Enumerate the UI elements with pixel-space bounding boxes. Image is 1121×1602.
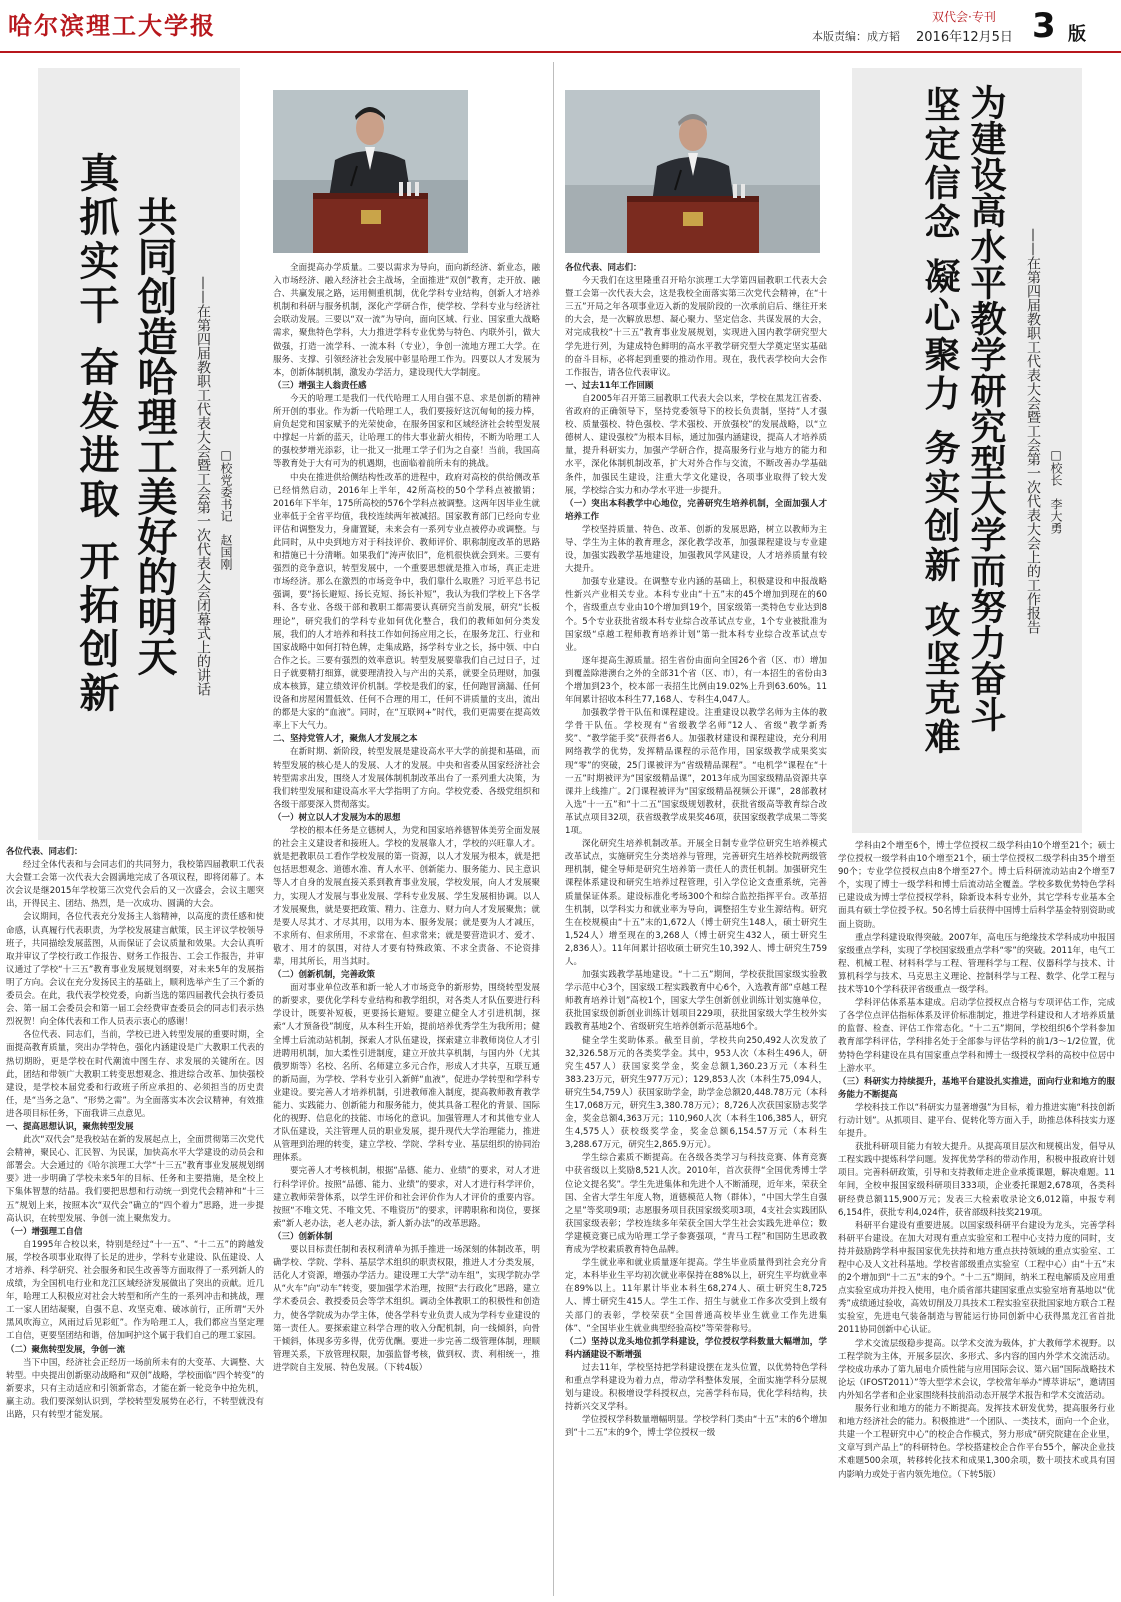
left-article-paragraph: 各位代表、同志们，当前，学校已进入转型发展的重要时期，全面提高教育质量，突出办学特色，强化内涵建设是广大教职工代表的热切期盼，更是学校在时代潮流中图生存、求发展的关键所在。因此，团结和带领广大教职工转变思想观念、推进综合改革、加快强校建设，是学校本届党委和行政班子所应承担的、必须担当的历史责任，是“当务之急”、“形势之需”。为全面落实本次会议精神，有效推进各项目标任务，下面我讲三点意见。 [6,1030,264,1119]
left-article-heading: （三）增强主人翁责任感 [273,380,367,391]
left-article-paragraph: 此次“双代会”是我校站在新的发展起点上，全面贯彻第三次党代会精神，聚民心、汇民智、为民谋，加快高水平大学建设的动员会和部署会。大会通过的《哈尔滨理工大学“十三五”教育事业发展规划纲要》进一步明确了学校未来5年的目标、任务和主要措施，是全校上下集体智慧的结晶。我们要把思想和行动统一到党代会精神和“十三五”规划上来，按照本次“双代会”确立的“四个着力”思路，进一步提高认识，在转型发展、争创一流上聚焦发力。 [6,1135,264,1224]
left-article-paragraph: 自1995年合校以来，特别是经过“十一五”、“十二五”的跨越发展，学校各项事业取得了长足的进步，学科专业建设、队伍建设、人才培养、科学研究、社会服务和民生改善等方面取得了一系列新人的成绩，为全国机电行业和龙江区域经济发展做出了突出的贡献。近几年，哈理工人积极应对社会大转型和所产生的一系列冲击和挑战，理工一家人团结凝聚，自强不息、攻坚克难、破冰前行，正所谓“天外黑风吹海立，风雨过后见彩虹”。作为哈理工人，我们都应当坚定理工自信，更要坚团结和谐，倍加呵护这个属于我们自己的理工家园。 [6,1239,264,1342]
right-headline-panel [852,68,1082,833]
speaker-photo-left-image [273,90,468,253]
right-article-paragraph: 学生综合素质不断提高。在各级各类学习与科技竞赛、体育竞赛中获省级以上奖励8,521人次。2010年，首次获得“全国优秀博士学位论文提名奖”。学生先进集体和先进个人不断涌现，近年来，荣获全国、全省大学生年度人物，道德模范人物（群体），“中国大学生自强之星”等奖项9项；志愿服务项目获国家级奖项3项，4支社会实践团队获国家级表彰；学校连续多年荣获全国大学生社会实践先进单位；数学建模竞赛已成为哈理工学子参赛强项，“青马工程”和国防生思政教育成为学校素质教育特色品牌。 [565,1153,827,1256]
left-article-paragraph: 要以目标责任制和表权利清单为抓手推进一场深刻的体制改革，明确学校、学院、学科、基层学术组织的职责权限，推进人才分类发展，活化人才资源，增强办学活力。建设理工大学“动车组”，实现学院办学从“火车”向“动车”转变，要加强学术治理，按照“去行政化”思路，建立学术委员会、教授委员会等学术组织。调动全体教职工的积极性和创造力，使各学院成为办学主体，使各学科专业负责人成为学科专业建设的第一责任人。要探索建立科学合理的收入分配机制，向一线倾斜，向骨干倾斜，体现多劳多得，优劳优酬。要进一步完善二级管理体制，理顺管理关系，下放管理权限，加强监督考核，做到权、责、利相统一，推进学院自主发展、特色发展。（下转4版） [273,1245,540,1373]
right-article-heading: （三）科研实力持续提升，基地平台建设扎实推进，面向行业和地方的服务能力不断提高 [838,1076,1115,1100]
right-article-paragraph: 重点学科建设取得突破。2007年，高电压与绝缘技术学科成功申报国家级重点学科，实现了学校国家级重点学科“零”的突破。2011年，电气工程、机械工程、材料科学与工程、管理科学与工程、仪器科学与技术、计算机科学与技术、马克思主义理论、控制科学与工程、数学、化学工程与技术等10个学科获评省级重点一级学科。 [838,932,1115,996]
column-rule [553,62,554,1596]
left-article-paragraph: 当下中国，经济社会正经历一场前所未有的大变革、大调整、大转型。中央提出创新驱动战略和“双创”战略，学校面临“四个转变”的新要求，只有主动适应和引领新常态，才能在新一轮竞争中抢先机，赢主动。我们要深刻认识到，学校转型发展势在必行，不转型就没有出路，只有转型才能发展。 [6,1357,264,1421]
left-article-heading: 一、提高思想认识，聚焦转型发展 [6,1121,134,1132]
page-number: 3 [1032,6,1056,46]
edition-label: 双代会·专刊 [932,10,996,24]
speaker-photo-right [565,90,820,253]
left-article-paragraph: 面对事业单位改革和新一轮人才市场竞争的新形势，围绕转型发展的新要求，要优化学科专业结构和教学组织，对各类人才队伍要进行科学设计，既要补短板，更要扬长避短。要建立健全人才引进机制，探索“人才预备役”制度，从本科生开始，提前培养优秀学生为我所用；健全博士后流动站机制，探索人才队伍建设，探索建立非教师岗位人才引进聘用机制，加大柔性引进制度，建立开放共享机制，与国内外（尤其俄罗斯等）名校、名所、名师建立多元合作，形成人才共享，互联互通的新局面，为学校、学科专业引入新鲜“血液”，促进办学转型和学科专业建设。要完善人才培养机制，引进教师准入制度，提高教师教育教学能力、实践能力、创新能力和服务能力，使其具备工程化的背景、国际化的视野、信息化的技能、市场化的意识。加强管理人才和其他专业人才队伍建设，关注管理人员的职业发展，提升现代大学治理能力，推进从管理到治理的转变，建立学校、学院、学科专业、基层组织的协同治理体系。 [273,983,540,1164]
right-article-paragraph: 加强专业建设。在调整专业内涵的基础上，积极建设和申报战略性新兴产业相关专业。本科专业由“十五”末的45个增加到现在的60个，省级重点专业由10个增加到19个，国家级第一类特色专业达到8个。5个专业获批省级本科专业综合改革试点专业，1个专业被批准为国家级“卓越工程师教育培养计划”第一批本科专业综合改革试点专业。 [565,577,827,653]
left-article-heading: （二）聚焦转型发展，争创一流 [6,1344,126,1355]
page-editor: 本版责编：成方韬 [812,30,900,43]
speaker-photo-left [273,90,468,253]
masthead-rule [0,51,1121,53]
right-article-paragraph: 学校科技工作以“科研实力显著增强”为目标，着力推进实施“科技创新行动计划”。从抓项目、建平台、促转化等方面入手，助推总体科技实力逐年提升。 [838,1102,1115,1140]
right-article-paragraph: 学科由2个增至6个，博士学位授权二级学科由10个增至21个；硕士学位授权一级学科由10个增至21个，硕士学位授权二级学科由35个增至90个；专业学位授权点由8个增至27个。博士后科研流动站由2个增至7个，实现了博士一级学科和博士后流动站全覆盖。学校多数优势特色学科已建设成为博士学位授权学科，除新设本科专业外，其它学科专业基本全面具有硕士学位授予权。50名博士后获得中国博士后科学基金特别资助或面上资助。 [838,841,1115,930]
right-article-paragraph: 自2005年召开第三届教职工代表大会以来，学校在黑龙江省委、省政府的正确领导下，坚持党委领导下的校长负责制，坚持“人才强校、质量强校、特色强校、学术强校、开放强校”的发展战略，以“立德树人、建设强校”为根本目标，通过加强内涵建设，提高人才培养质量，提升科研实力，加强产学研合作，提高服务行业与地方的能力和水平，深化体制机制改革，扩大对外合作与交流，不断改善办学基础条件，加强民生建设，注重大学文化建设，各项事业取得了较大发展，学校综合实力和办学水平进一步提升。 [565,393,827,496]
right-article-paragraph: 学术交流层级稳步提高。以学术交流为载体，扩大教师学术视野。以工程学院为主体，开展多层次、多形式、多内容的国内外学术交流活动。学校成功承办了第九届电介质性能与应用国际会议、第六届“国际战略技术论坛（IFOST2011）”等大型学术会议，学校常年举办“博萃讲坛”，邀请国内外知名学者和企业家围绕科技前沿动态开展学术报告和学术交流活动。 [838,1338,1115,1401]
left-article-paragraph: 今天的哈理工是我们一代代哈理工人用自强不息、求是创新的精神所开创的事业。作为新一代哈理工人，我们要接好这沉甸甸的接力棒，肩负起党和国家赋予的光荣使命，在服务国家和区域经济社会转型发展中撑起一片新的蓝天，让哈理工的伟大事业薪火相传，不断为哈理工人的强校梦增光添彩，让一批又一批理工学子们为之自豪！当前，我国高等教育处于大有可为的机遇期，也面临着前所未有的挑战。 [273,393,540,470]
left-subtitle: ——在第四届教职工代表大会暨工会第一次代表大会闭幕式上的讲话 [195,276,211,696]
left-article-heading: 各位代表、同志们： [6,847,83,857]
masthead [0,0,1121,52]
left-headline-line1: 真抓实干 奋发进取 开拓创新 [73,152,120,716]
right-subtitle: ——在第四届教职工代表大会暨工会第一次代表大会上的工作报告 [1025,228,1041,634]
left-author: □校党委书记 赵国刚 [219,448,233,570]
right-article-column-1 [565,262,827,1596]
left-article-column-1 [6,846,264,1596]
right-article-paragraph: 加强实践教学基地建设。“十二五”期间，学校获批国家级实验教学示范中心3个，国家级工程实践教育中心6个，入选教育部“卓越工程师教育培养计划”高校1个，国家大学生创新创业训练计划实施单位，获批国家级创新创业训练计划项目229项，获批国家级大学生校外实践教育基地2个、省级研究生培养创新示范基地6个。 [565,970,827,1033]
right-article-paragraph: 学科评估体系基本建成。启动学位授权点合格与专项评估工作，完成了各学位点评估指标体系及评价标准制定，推进学科建设和人才培养质量的监督、检查、评估工作常态化。“十二五”期间，学校组织6个学科参加教育部学科评估，学科排名处于全部参与评估学科的前1/3～1/2位置，优势特色学科建设在具有国家重点学科和博士一级授权学科的高校中位居中上游水平。 [838,998,1115,1074]
right-article-heading: （一）突出本科教学中心地位，完善研究生培养机制，全面加强人才培养工作 [565,498,827,522]
right-headline-line1: 坚定信念 凝心聚力 务实创新 攻坚克难 [919,86,961,757]
right-headline-line2: 为建设高水平教学研究型大学而努力奋斗 [965,84,1007,732]
left-article-heading: 二、坚持党管人才，聚焦人才发展之本 [273,734,418,745]
right-article-paragraph: 今天我们在这里隆重召开哈尔滨理工大学第四届教职工代表大会暨工会第一次代表大会，这是我校全面落实第三次党代会精神，在“十三五”开局之年各项事业迈入新的发展阶段的一次承前启后、继往开来的大会，是一次解放思想、凝心聚力、坚定信念、共谋发展的大会，对完成我校“十三五”教育事业发展规划，实现进入国内教学研究型大学先进行列，为建成特色鲜明的高水平教学研究型大学奠定坚实基础的奋斗目标，必将起到重要的推动作用。现在，我代表学校向大会作工作报告，请各位代表审议。 [565,276,827,378]
right-article-paragraph: 加强教学骨干队伍和课程建设。注重建设以教学名师为主体的教学骨干队伍。学校现有“省级教学名师”12人、省级“教学新秀奖”、“教学能手奖”获得者6人。加强教材建设和课程建设，充分利用网络教学的优势，发挥精品课程的示范作用，国家级教学成果奖实现“零”的突破，25门课被评为“省级精品课程”。“电机学”课程在“十一五”时期被评为“国家级精品课”，2013年成为国家级精品资源共享课并上线推广。2门课程被评为“国家级精品视频公开课”，28部教材入选“十一五”和“十二五”国家级规划教材，获批省级高等教育综合改革试点项目32项，获省级教学成果奖46项，获国家级教学成果二等奖1项。 [565,708,827,837]
newspaper-logo: 哈尔滨理工大学报 [8,11,216,40]
right-article-paragraph: 深化研究生培养机制改革。开展全日制专业学位研究生培养模式改革试点，实施研究生分类培养与管理，完善研究生培养校院两级管理机制，健全导师是研究生培养第一责任人的责任机制。加强研究生课程体系建设和研究生培养过程管理，引入学位论文查重系统，完善质量保证体系。建设标准化考场300个和综合监控指挥平台。改革招生机制，以学科实力和就业率为导向，调整招生专业生源结构。研究生在校规模由“十五”末的1,672人（博士研究生148人，硕士研究生1,524人）增至现在的3,268人（博士研究生432人，硕士研究生2,836人）。11年间累计招收硕士研究生10,392人、博士研究生759人。 [565,839,827,967]
right-article-heading: （二）坚持以龙头地位抓学科建设，学位授权学科数量大幅增加，学科内涵建设不断增强 [565,1336,827,1360]
right-article-paragraph: 过去11年，学校坚持把学科建设摆在龙头位置，以优势特色学科和重点学科建设为着力点，带动学科整体发展，全面实施学科分层规划与建设。积极增设学科授权点，完善学科布局，优化学科结构，扶持新兴交叉学科。 [565,1362,827,1413]
left-article-paragraph: 在新时期、新阶段，转型发展是建设高水平大学的前提和基础，而转型发展的核心是人的发展、人才的发展。中央和省委从国家经济社会转型需求出发，围绕人才发展体制机制改革出台了一系列重大决策，为我们转型发展和建设高水平大学指明了方向。学校党委、各级党组织和各级干部要深入贯彻落实。 [273,747,540,810]
page-unit: 版 [1068,24,1086,45]
right-article-paragraph: 科研平台建设有重要进展。以国家级科研平台建设为龙头，完善学科科研平台建设。在加大对现有重点实验室和工程中心支持力度的同时，支持并鼓励跨学科申报国家优先扶持和地方重点扶持领域的重点实验室、工程中心及人文社科基地。学校省部级重点实验室（工程中心）由“十五”末的2个增加到“十二五”末的9个。“十二五”期间，纳米工程电解质及应用重点实验室成功并投入使用，电介质省部共建国家重点实验室培育基地以“优秀”成绩通过验收，高效切削及刀具技术工程实验室获批国家地方联合工程实验室，先进电气装备制造与智能运行协同创新中心获得黑龙江省首批2011协同创新中心认证。 [838,1220,1115,1336]
left-article-heading: （三）创新体制 [273,1231,333,1242]
right-article-paragraph: 学生就业率和就业质量逐年提高。学生毕业质量得到社会充分肯定，本科毕业生平均初次就业率保持在88%以上，研究生平均就业率在89%以上。11年累计毕业本科生68,274人、硕士研究生8,725人、博士研究生415人。学生工作、招生与就业工作多次受到上级有关部门的表彰，学校荣获“全国普通高校毕业生就业工作先进集体”、“全国毕业生就业典型经验高校”等荣誉称号。 [565,1258,827,1334]
left-article-paragraph: 会议期间，各位代表充分发扬主人翁精神，以高度的责任感和使命感，认真履行代表职责，为学校发展建言献策，民主评议学校领导班子，共同描绘发展蓝图，从而保证了会议质量和效果。大会认真听取并审议了学校行政工作报告、财务工作报告、工会工作报告，并审议通过了学校“十三五”教育事业发展规划纲要，对未来5年的发展指明了方向。会议在充分发扬民主的基础上，顺利选举产生了三个新的委员会。在此，我代表学校党委，向新当选的第四届教代会执行委员会、第一届工会委员会和第一届工会经费审查委员会的同志们表示热烈祝贺！向全体代表和工作人员表示衷心的感谢！ [6,912,264,1028]
right-article-paragraph: 学校坚持质量、特色、改革、创新的发展思路，树立以教师为主导、学生为主体的教育理念，深化教学改革，加强课程建设与专业建设，加强实践教学基地建设，加强教风学风建设，人才培养质量有较大提升。 [565,524,827,575]
left-article-heading: （一）增强理工自信 [6,1226,83,1237]
left-article-paragraph: 要完善人才考核机制，根据“品德、能力、业绩”的要求，对人才进行科学评价。按照“品德、能力、业绩”的要求，对人才进行科学评价，建立教师荣誉体系，以学生评价和社会评价作为人才评价的重要内容。按照“不唯文凭、不唯文凭、不唯资历”的要求，评聘职称和岗位，要探索“新人老办法，老人老办法，新人新办法”的改革思路。 [273,1166,540,1229]
left-article-paragraph: 学校的根本任务是立德树人，为党和国家培养德智体美劳全面发展的社会主义建设者和接班人。学校的发展靠人才，学校的兴旺靠人才。就是把教职员工看作学校发展的第一资源，以人才发展为根本，就是把包括思想观念、道德水准、育人水平、创新能力、服务能力、民主意识等人才自身的发展直接关系到教育事业发展，学校发展，向人才发展聚力，实现人才发展与事业发展、学科专业发展、学生发展相协调。以人才发展聚焦，就是要把政策、精力、注意力、财力向人才发展聚焦；就是要人尽其才、才尽其用，以用为本、服务发展；就是要为人才减压，不求所有、但求所用，不求常在、但求常来；就是要营造识才、爱才、敬才、用才的氛围，对待人才要有特殊政策、不求全责备、不论资排辈，用其所长，用当其时。 [273,826,540,967]
speaker-photo-right-image [565,90,820,253]
left-article-paragraph: 中央在推进供给侧结构性改革的进程中，政府对高校的供给侧改革已经悄然启动，2016年上半年，42所高校的50个学科点被撤销；2016年下半年，175所高校的576个学科点被调整。这两年因毕业生就业率低于全省平均值，我校连续两年被减招。国家教育部门已经向专业评估和调整发力，身庸置疑，未来会有一系列专业点被停办或调整。与此同时，从中央到地方对于科技评价、教师评价、职称制度改革的思路和措施已十分清晰。如果我们“涛声依旧”，危机很快就会到来。三要有强烈的竞争意识，转型发展中，一个重要思想就是推入市场，真正走进市场经济。那么在激烈的市场竞争中，我们靠什么取胜？习近平总书记强调，要“扬长避短、扬长克短、扬长补短”，我认为我们学校上下各学科、各专业、各级干部和教职工都需要认真研究当前发展，研究“长板理论”，研究我们的学科专业如何优化整合，我们的教师如何分类发展，我们的人才培养和科技工作如何扬应用之长，在服务龙江、行业和国家战略中如何打特色牌，走集成路，扬学科专业之长，扬中领、中白合作之长。三要有强烈的效率意识。转型发展要靠我们自己过日子，过日子就要精打细算，就要理清投入与产出的关系，就要全员理财，加强成本核算，建立绩效评价机制。学校是我们的家，任何跑冒滴漏、任何设备和房屋闲置低效、任何不合理的用工，任何不讲质量的支出，流出的都是大家的“血液”。同时，在“互联网+”时代，我们更需要在提高效率上下大气力。 [273,472,540,732]
left-headline-panel [38,68,240,840]
right-author: □校长 李大勇 [1049,448,1063,534]
right-article-paragraph: 服务行业和地方的能力不断提高。发挥技术研发优势，提高服务行业和地方经济社会的能力。积极推进“一个团队、一类技术，面向一个企业，共建一个工程研究中心”的校企合作模式，努力形成“研究院建在企业里，文章写到产品上”的科研特色。学校搭建校企合作平台55个，解决企业技术难题500余项，转移转化技术和成果1,300余项，数十项技术或具有国内影响力或处于省内领先地位。（下转5版） [838,1404,1115,1480]
left-article-paragraph: 全面提高办学质量。二要以需求为导向，面向新经济、新业态，融入市场经济、融入经济社会主战场，全面推进“双创”教育，走开放、融合、共赢发展之路，运用侧重机制，优化学科专业结构，创新人才培养机制和科研与服务机制，深化产学研合作，使学校、学科专业与经济社会联动发展。三要以“双一流”为导向，面向区域、行业、国家重大战略需求，聚焦特色学科，大力推进学科专业优势与特色、内联外引，做大做强，打造一流学科、一流本科（专业），争创一流地方理工大学。在服务、支撑、引领经济社会发展中彰显哈理工作为。四要以人才发展为本，创新体制机制，激发办学活力，建设现代大学制度。 [273,263,540,378]
issue-date: 2016年12月5日 [916,30,1013,45]
right-article-heading: 一、过去11年工作回顾 [565,380,654,391]
left-headline-line2: 共同创造哈理工美好的明天 [131,196,178,676]
right-article-paragraph: 学位授权学科数量增幅明显。学校学科门类由“十五”末的6个增加到“十二五”末的9个，博士学位授权一级 [565,1415,827,1439]
left-article-column-2 [273,262,540,1596]
left-article-heading: （二）创新机制，完善政策 [273,970,376,981]
left-article-paragraph: 经过全体代表和与会同志们的共同努力，我校第四届教职工代表大会暨工会第一次代表大会圆满地完成了各项议程，即将闭幕了。本次会议是继2015年学校第三次党代会后的又一次盛会，会议主题突出，开得民主、团结、热烈，是一次成功、圆满的大会。 [6,860,264,910]
left-article-heading: （一）树立以人才发展为本的思想 [273,812,401,823]
right-article-paragraph: 逐年提高生源质量。招生省份由面向全国26个省（区、市）增加到覆盖除港澳台之外的全部31个省（区、市），有一本招生的省份由3个增加到23个，校本部一表招生比例由19.02%上升到63.60%。11年间累计招收本科生77,168人、专科生4,047人。 [565,655,827,706]
right-article-heading: 各位代表、同志们： [565,263,642,273]
right-article-paragraph: 健全学生奖助体系。截至目前，学校共向250,492人次发放了32,326.58万元的各类奖学金。其中，953人次（本科生496人，研究生457人）获国家奖学金，奖金总额1,360.23万元（本科生383.23万元，研究生977万元）；129,853人次（本科生75,094人，研究生54,759人）获国家助学金，助学金总额20,448.78万元（本科生17,068万元，研究生3,380.78万元）；8,726人次获国家励志奖学金，奖金总额4,363万元；110,960人次（本科生106,385人，研究生4,575人）获校级奖学金，奖金总额6,154.57万元（本科生3,288.67万元，研究生2,865.9万元）。 [565,1035,827,1151]
right-article-paragraph: 获批科研项目能力有较大提升。从提高项目层次和规模出发，倡导从工程实践中提炼科学问题。发挥优势学科的带动作用，积极申报政府计划项目。完善科研政策，引导和支持教师走进企业承揽课题，解决难题。11年间，全校申报国家级科研项目333项，企业委托课题2,678项，各类科研经费总额115,900万元；发表三大检索收录论文6,012篇，申报专利6,154件，获批专利4,024件，获省部级科技奖219项。 [838,1142,1115,1218]
right-article-column-2 [838,840,1115,1596]
